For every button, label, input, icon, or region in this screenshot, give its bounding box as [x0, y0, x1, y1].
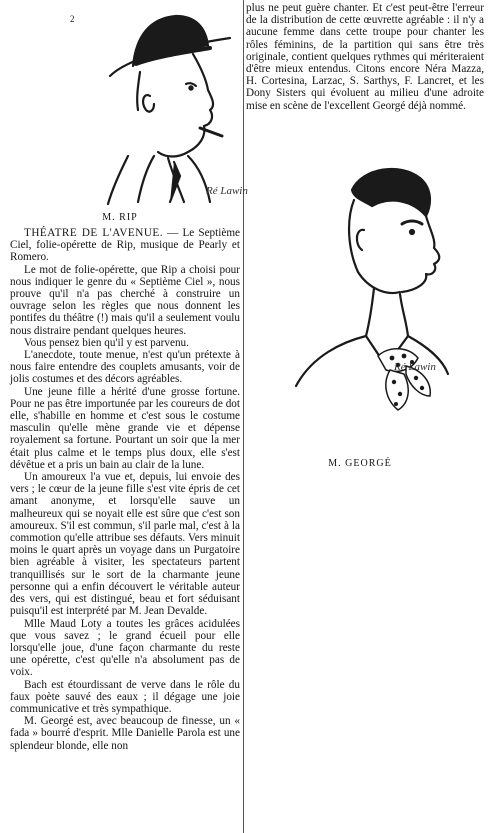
article-paragraph-3: L'anecdote, toute menue, n'est qu'un prétexte à nous faire entendre des couplets amusants, voir de jolis costumes et des décors agréables.: [10, 349, 240, 386]
page-mark: 2: [70, 14, 75, 24]
section-title: THÉATRE DE L'AVENUE.: [24, 227, 164, 239]
article-paragraph-2: Vous pensez bien qu'il y est parvenu.: [24, 336, 189, 349]
caption-georgé: M. GEORGÉ: [328, 458, 392, 469]
article-paragraph-7: Bach est étourdissant de verve dans le rôle du faux poète sauvé des eaux ; il dégage une joie communicative et très sympathique.: [10, 678, 240, 715]
article-paragraph-8: M. Georgé est, avec beaucoup de finesse, un « fada » bourré d'esprit. Mlle Danielle Parola est une splendeur blonde, elle non: [10, 715, 240, 752]
artist-signature-rip: Ré Lawin: [206, 185, 248, 197]
article-paragraph-continued: plus ne peut guère chanter. Et c'est peut-être l'erreur de la distribution de cette œuvrette agréable : il n'y a aucune femme dans cette troupe pour chanter les rôles féminins, de la partition qui sans être très originale, contient quelques rythmes qui mériteraient d'être mieux entendus. Citons encore Néra Mazza, H. Cortesina, Larzac, S. Sarthys, F. Lancret, et les Dony Sisters qui évoluent au milieu d'une adroite mise en scène de l'excellent Georgé déjà nommé.: [246, 2, 484, 112]
article-paragraph-6: Mlle Maud Loty a toutes les grâces acidulées que vous savez ; le grand écueil pour elle lorsqu'elle joue, d'une façon charmante du reste une opérette, c'est qu'elle n'a absolument pas de voix.: [10, 617, 240, 679]
article-paragraph-5: Un amoureux l'a vue et, depuis, lui envoie des vers ; le cœur de la jeune fille s'est vite épris de cet amant anonyme, et lorsqu'elle sauve un malheureux qui se noyait elle est sûre que c'est son amoureux. S'il est commun, s'il parle mal, c'est à la commotion qu'elle attribue ses défauts. Vers minuit moins le quart après un voyage dans un Purgatoire bien agréable à visiter, les spectateurs partent tranquillisés sur le sort de la charmante jeune personne qui a enfin découvert le véritable auteur des vers, qui est distingué, beau et fort séduisant puisqu'il est interprété par M. Jean Devalde.: [10, 471, 240, 618]
column-divider: [243, 0, 244, 833]
artist-signature-george: Ré Lawin: [394, 361, 436, 373]
article-heading: [10, 227, 240, 264]
caption-rip: M. RIP: [102, 212, 138, 223]
article-paragraph-1: Le mot de folie-opérette, que Rip a choisi pour nous indiquer le genre du « Septième Ciel », nous prouve qu'il n'a pas cherché à construire un ouvrage selon les règles que nous donnent les pontifes du théâtre (!) mais qu'il a seulement voulu nous distraire pendant quelques heures.: [10, 263, 240, 337]
caricature-rip: [88, 6, 248, 206]
article-paragraph-4: Une jeune fille a hérité d'une grosse fortune. Pour ne pas être importunée par les coureurs de dot elle, s'habille en homme et c'est sous le costume masculin qu'elle mène grande vie et dépense royalement sa fortune. Pourtant un soir que la mer était plus calme et le temps plus doux, elle s'est dévêtue et a pris un bain au clair de la lune.: [10, 385, 240, 471]
caricature-george: [282, 160, 452, 430]
section-intro: — Le Septième Ciel, folie-opérette de Rip, musique de Pearly et Romero.: [10, 227, 240, 264]
